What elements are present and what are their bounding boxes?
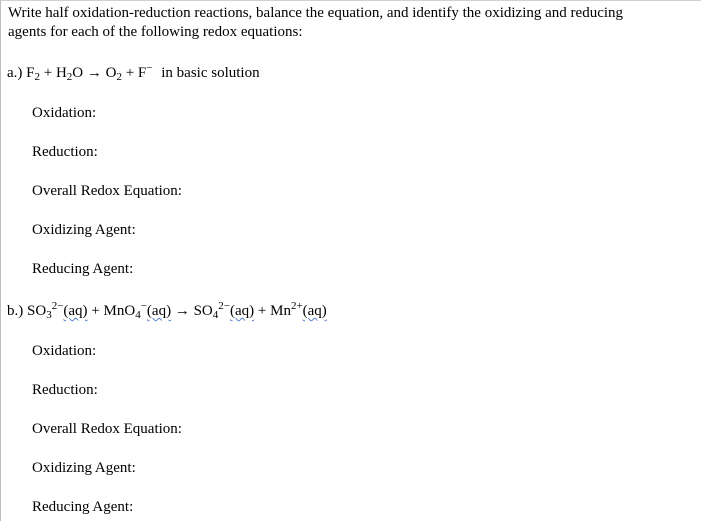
part-b-equation [7,300,327,321]
part-b-reduction-label: Reduction: [32,382,98,398]
part-a-term-4: + F− [125,62,153,81]
part-a-term-1: $F_2$ [26,65,40,83]
part-a-oxidation-label: Oxidation: [32,105,97,121]
instructions-line-1: Write half oxidation-reduction reactions, balance the equation, and identify the oxidizing and reducing [8,5,624,21]
part-b-overall-label: Overall Redox Equation: [32,421,182,437]
part-b-oxidation-label: Oxidation: [32,343,97,359]
part-b-species-4: + $Mn^{2+}(aq)$ [257,300,327,319]
part-a-term-3: $O \to O_2$ [72,65,122,83]
part-b-arrow: → [174,303,190,319]
part-b-species-3: $SO_4^{2-}(aq)$ [193,300,255,321]
instructions-line-2: agents for each of the following redox equations: [8,24,303,40]
part-b-oxidizing-agent-label: Oxidizing Agent: [32,460,136,476]
part-a-oxidizing-agent-label: Oxidizing Agent: [32,222,136,238]
instructions-text [8,4,698,42]
part-a-reduction-label: Reduction: [32,144,98,160]
part-a-term-2: + $H_2$ [43,65,73,83]
part-a-equation [7,62,260,83]
part-b-species-1: $SO_3^{2-}(aq)$ [27,300,88,321]
part-a-overall-label: Overall Redox Equation: [32,183,182,199]
part-a-condition: in basic solution [161,65,260,81]
part-b-reducing-agent-label: Reducing Agent: [32,499,134,515]
part-b-label: b.) [7,303,24,319]
part-a-reducing-agent-label: Reducing Agent: [32,261,134,277]
part-b-species-2: + MnO$_4$−(aq) [91,300,172,321]
part-a-label: a.) [7,65,23,81]
